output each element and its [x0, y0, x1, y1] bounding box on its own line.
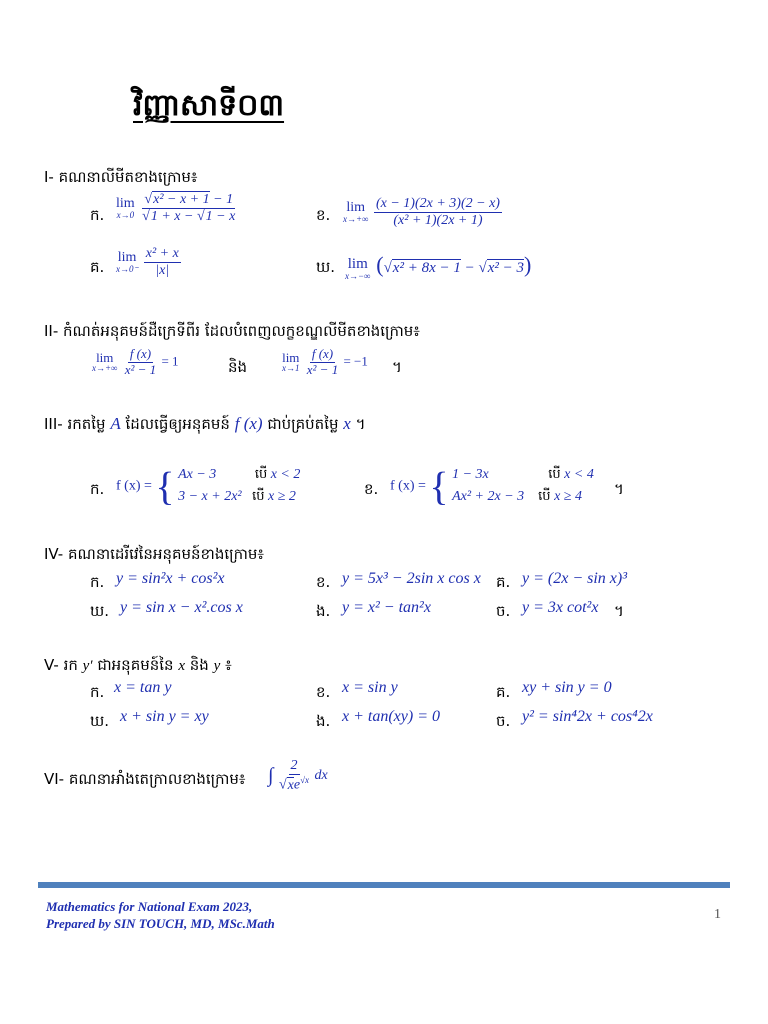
function-4f: y = 3x cot²x: [522, 599, 599, 616]
end-mark: ។: [614, 602, 624, 620]
section-1-heading: I- គណនាលីមីតខាងក្រោម៖: [44, 168, 198, 186]
section-2-heading: II- កំណត់អនុគមន៍ដឺក្រេទីពីរ ដែលបំពេញលក្ខខណ្ឌលីមីតខាងក្រោម៖: [44, 322, 420, 340]
page-number: 1: [714, 907, 721, 922]
function-4c: y = (2x − sin x)³: [522, 570, 628, 587]
end-mark: ។: [614, 480, 624, 498]
section-3-text-2: ដែលធ្វើឲ្យអនុគមន៍: [125, 415, 230, 433]
page-title: វិញ្ញាសាទី០៣: [133, 88, 285, 123]
limit-expression-1b: lim x→+∞ $\frac{(x - 1)(2x + 3)(2 - x)}{\text{(x² + 1)(2x + 1)}}$: [343, 196, 500, 229]
piecewise-function-b: f (x) = { 1 − 3x បើ x < 4 Ax² + 2x − 3 បើ x ≥ 4: [390, 463, 594, 509]
function-4d: y = sin x − x².cos x: [120, 599, 243, 616]
section-4-heading: IV- គណនាដេរីវេនៃអនុគមន៍ខាងក្រោម៖: [44, 545, 264, 563]
limit-expression-1a: lim x→0 $\frac{\text{√x² − x + 1 − 1}}{√1 + x - √1 - x}$: [116, 192, 236, 225]
footer-divider: [38, 882, 730, 888]
item-label: ខ.: [364, 480, 379, 498]
item-label: ឃ.: [90, 712, 110, 730]
item-label: គ.: [496, 573, 511, 591]
item-label: ច.: [496, 712, 511, 730]
function-4b: y = 5x³ − 2sin x cos x: [342, 570, 481, 587]
end-mark: ។: [355, 415, 366, 433]
function-4e: y = x² − tan²x: [342, 599, 431, 616]
item-label: ច.: [496, 602, 511, 620]
equation-5c: xy + sin y = 0: [522, 679, 612, 696]
equation-5d: x + sin y = xy: [120, 708, 209, 725]
section-3-text-3: ជាប់គ្រប់តម្លៃ: [267, 415, 339, 433]
item-label: ខ.: [316, 573, 331, 591]
and-text: និង: [228, 358, 248, 376]
equation-5a: x = tan y: [114, 679, 172, 696]
item-label: ខ.: [316, 683, 331, 701]
piecewise-function-a: f (x) = { Ax − 3 បើ x < 2 3 − x + 2x² បើ x ≥ 2: [116, 463, 301, 509]
section-6-heading: VI- គណនាអាំងតេក្រាលខាងក្រោម៖: [44, 770, 246, 788]
item-label: ង.: [316, 602, 331, 620]
item-label: ឃ.: [90, 602, 110, 620]
equation-5b: x = sin y: [342, 679, 398, 696]
footer-line-2: Prepared by SIN TOUCH, MD, MSc.Math: [46, 916, 275, 931]
end-mark: ។: [392, 358, 402, 376]
item-label: ក.: [90, 206, 105, 224]
item-label: ក.: [90, 573, 105, 591]
section-5-heading: V- រក y′ ជាអនុគមន៍នៃ x និង y ៖: [44, 656, 232, 674]
footer-line-1: Mathematics for National Exam 2023,: [46, 899, 253, 914]
function-4a: y = sin²x + cos²x: [116, 570, 225, 587]
section-3-text-1: III- រកតម្លៃ: [44, 415, 106, 433]
limit-expression-1d: lim x→−∞ (√x² + 8x − 1 − √x² − 3): [345, 252, 532, 281]
equation-5f: y² = sin⁴2x + cos⁴2x: [522, 708, 653, 725]
item-label: គ.: [90, 258, 105, 276]
item-label: ក.: [90, 683, 105, 701]
equation-5e: x + tan(xy) = 0: [342, 708, 440, 725]
section-3-heading: III- រកតម្លៃ A ដែលធ្វើឲ្យអនុគមន៍ f (x) ជាប់គ្រប់តម្លៃ x ។: [44, 414, 366, 433]
limit-expression-1c: lim x→0⁻ $\frac{\text{x² + x}}{|x|}$: [116, 246, 179, 279]
limit-condition-2: lim x→1 $\frac{f (x)}{\text{x² − 1}}$ = −1: [282, 346, 368, 377]
item-label: គ.: [496, 683, 511, 701]
item-label: ឃ.: [316, 258, 336, 276]
integral-expression: ∫ $\frac{2}{√xe^{√x}}$ dx: [268, 758, 328, 793]
item-label: ខ.: [316, 206, 331, 224]
item-label: ក.: [90, 480, 105, 498]
item-label: ង.: [316, 712, 331, 730]
limit-condition-1: lim x→+∞ $\frac{f (x)}{\text{x² − 1}}$ = 1: [92, 346, 179, 377]
